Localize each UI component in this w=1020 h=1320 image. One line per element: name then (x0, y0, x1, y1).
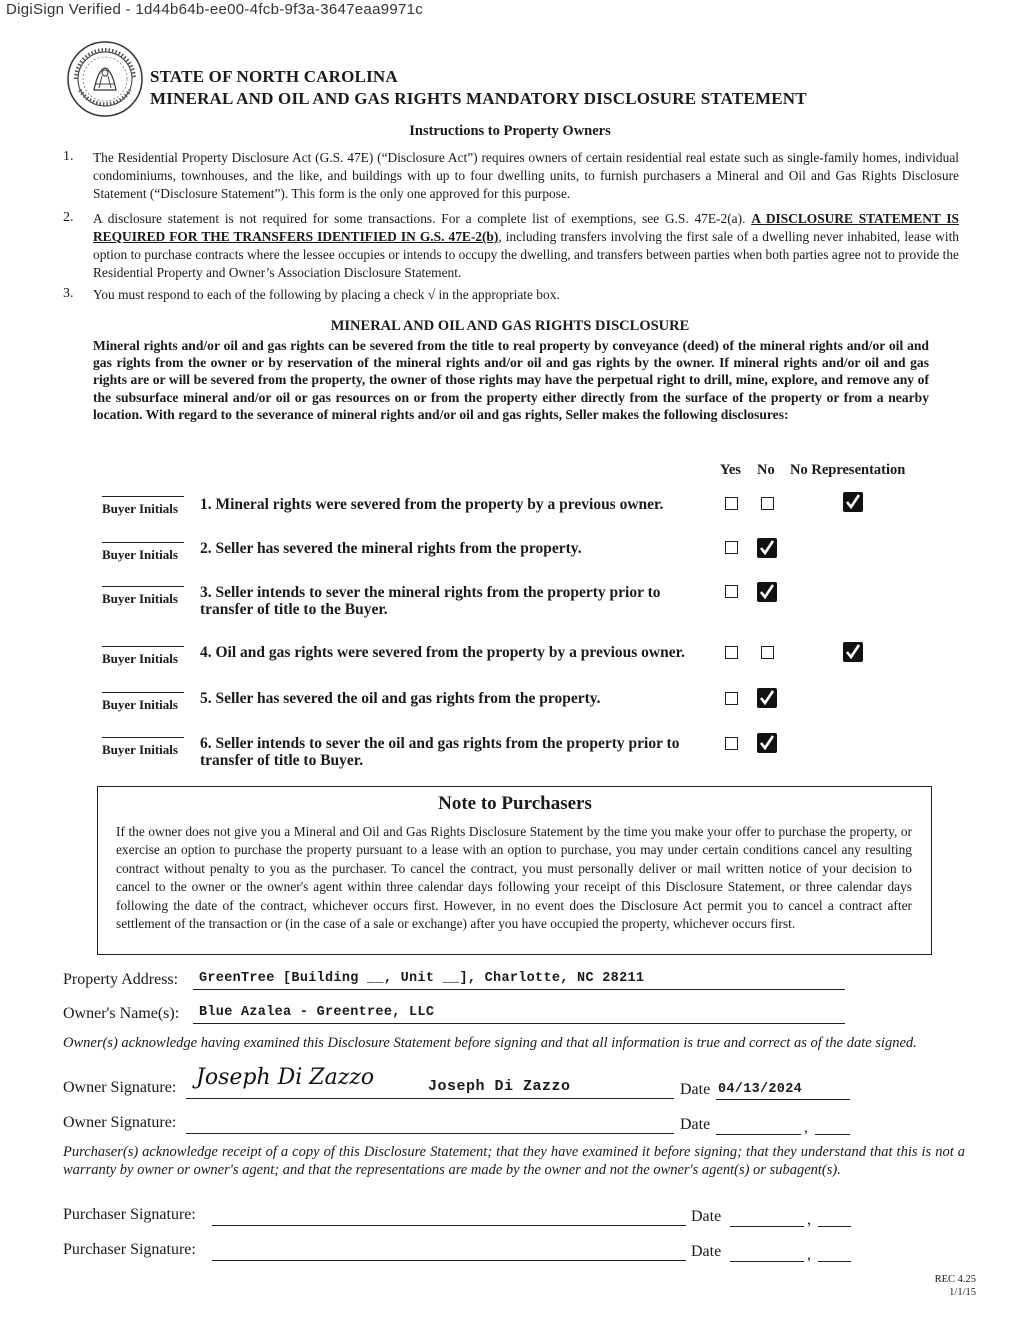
question-text: 4. Oil and gas rights were severed from the property by a previous owner. (200, 644, 685, 661)
date-comma: , (804, 1119, 808, 1136)
yes-checkbox[interactable] (725, 692, 738, 705)
disclosure-body: Mineral rights and/or oil and gas rights can be severed from the title to real property by conveyance (deed) of the mineral rights and/or oil and gas rights from the owner or by reservation of the mineral rights and/or oil and gas rights by the owner. If mineral rights and/or oil and gas rights are or will be severed from the property, the owner of those rights may have the perpetual right to drill, mine, explore, and remove any of the subsurface mineral and/or oil or gas resources on or from the property either directly from the surface of the property or from a nearby location. With regard to the severance of mineral rights and/or oil and gas rights, Seller makes the following disclosures: (93, 338, 929, 422)
question-text: 2. Seller has severed the mineral rights from the property. (200, 540, 582, 557)
date-label: Date (691, 1243, 722, 1260)
owner-year-2-field[interactable] (815, 1116, 850, 1135)
instruction-number: 3. (63, 286, 74, 301)
date-label: Date (691, 1208, 722, 1225)
question-text: 6. Seller intends to sever the oil and gas rights from the property prior to transfer of title to Buyer. (200, 735, 680, 769)
instructions-heading: Instructions to Property Owners (409, 123, 611, 139)
buyer-initials-label: Buyer Initials (102, 651, 178, 666)
instruction-text: , including transfers involving the first sale of a dwelling never inhabited, lease with option to purchase contracts where the lessee occupies or intends to occupy the dwelling, and transfers between parties when both parties agree not to provide the Residential Property and Owner’s Association Disclosure Statement. (93, 229, 959, 280)
note-title: Note to Purchasers (438, 793, 592, 814)
buyer-initials-label: Buyer Initials (102, 501, 178, 516)
column-header-yes: Yes (720, 462, 741, 478)
owner-date-field[interactable] (716, 1081, 850, 1100)
question-text: 5. Seller has severed the oil and gas rights from the property. (200, 690, 601, 707)
disclosure-heading: MINERAL AND OIL AND GAS RIGHTS DISCLOSURE (330, 318, 690, 334)
question-text: 1. Mineral rights were severed from the property by a previous owner. (200, 496, 664, 513)
purchaser-date-2-field[interactable] (730, 1243, 804, 1262)
owner-date-value: 04/13/2024 (718, 1082, 803, 1097)
no-checkbox-checked[interactable] (757, 582, 777, 602)
owners-name-label: Owner's Name(s): (63, 1005, 180, 1022)
date-label: Date (680, 1116, 711, 1133)
digisign-verification: DigiSign Verified - 1d44b64b-ee00-4fcb-9f3a-3647eaa9971c (6, 1, 424, 18)
instruction-emphasis: A DISCLOSURE STATEMENT IS REQUIRED FOR THE TRANSFERS IDENTIFIED IN G.S. 47E-2(b) (93, 211, 959, 244)
property-address-label: Property Address: (63, 971, 179, 988)
instruction-item (93, 210, 959, 282)
column-header-no-representation: No Representation (790, 462, 906, 478)
buyer-initials-line[interactable] (102, 646, 184, 647)
purchaser-signature-label: Purchaser Signature: (63, 1206, 196, 1223)
form-code-date: 1/1/15 (949, 1287, 976, 1298)
property-address-value: GreenTree [Building __, Unit __], Charlotte, NC 28211 (199, 971, 645, 986)
yes-checkbox[interactable] (725, 585, 738, 598)
form-code (935, 1273, 976, 1299)
yes-checkbox[interactable] (725, 646, 738, 659)
date-comma: , (807, 1211, 811, 1228)
owner-signature-2-field[interactable] (186, 1114, 674, 1134)
note-body: If the owner does not give you a Mineral and Oil and Gas Rights Disclosure Statement by the time you make your offer to purchase the property, or exercise an option to purchase the property pursuant to a lease with an option to purchase, you may under certain conditions cancel any resulting contract without penalty to you as the purchaser. To cancel the contract, you must personally deliver or mail written notice of your decision to cancel to the owner or the owner's agent within three calendar days following your receipt of this Disclosure Statement, or three calendar days following the date of the contract, whichever occurs first. However, in no event does the Disclosure Act permit you to cancel a contract after settlement of the transaction or (in the case of a sale or exchange) after you have occupied the property, whichever occurs first. (116, 824, 912, 932)
date-comma: , (807, 1246, 811, 1263)
buyer-initials-line[interactable] (102, 737, 184, 738)
purchaser-acknowledgement: Purchaser(s) acknowledge receipt of a copy of this Disclosure Statement; that they have examined it before signing; that they understand that this is not a warranty by owner or owner's agent; and that the representations are made by the owner and not the owner's agent(s) or subagent(s). (63, 1144, 965, 1178)
buyer-initials-line[interactable] (102, 542, 184, 543)
owner-acknowledgement: Owner(s) acknowledge having examined this Disclosure Statement before signing and that all information is true and correct as of the date signed. (63, 1035, 917, 1051)
purchaser-year-field[interactable] (818, 1208, 851, 1227)
no-checkbox[interactable] (761, 646, 774, 659)
instruction-number: 1. (63, 149, 74, 164)
owner-signature-label: Owner Signature: (63, 1079, 177, 1096)
state-title: STATE OF NORTH CAROLINA (150, 67, 398, 86)
form-code-number: REC 4.25 (934, 1274, 976, 1285)
purchaser-signature-field[interactable] (212, 1206, 686, 1226)
owner-signature-2-label: Owner Signature: (63, 1114, 177, 1131)
form-title: MINERAL AND OIL AND GAS RIGHTS MANDATORY DISCLOSURE STATEMENT (150, 89, 807, 108)
buyer-initials-line[interactable] (102, 496, 184, 497)
purchaser-year-2-field[interactable] (818, 1243, 851, 1262)
buyer-initials-label: Buyer Initials (102, 547, 178, 562)
buyer-initials-label: Buyer Initials (102, 697, 178, 712)
no-representation-checkbox-checked[interactable] (843, 642, 863, 662)
state-seal-logo (66, 40, 144, 118)
instruction-item: The Residential Property Disclosure Act (G.S. 47E) (“Disclosure Act”) requires owners of certain residential real estate such as single-family homes, individual condominiums, townhouses, and the like, and buildings with up to four dwelling units, to furnish purchasers a Mineral and Oil and Gas Rights Disclosure Statement (“Disclosure Statement”). This form is the only one approved for this purpose. (93, 150, 959, 201)
owner-signature-handwritten: Joseph Di Zazzo (196, 1065, 375, 1090)
owner-date-2-field[interactable] (716, 1116, 801, 1135)
property-address-field[interactable] (193, 971, 845, 990)
purchaser-signature-2-field[interactable] (212, 1241, 686, 1261)
buyer-initials-label: Buyer Initials (102, 742, 178, 757)
instruction-number: 2. (63, 210, 74, 225)
buyer-initials-label: Buyer Initials (102, 591, 178, 606)
no-checkbox-checked[interactable] (757, 688, 777, 708)
no-representation-checkbox-checked[interactable] (843, 492, 863, 512)
no-checkbox-checked[interactable] (757, 538, 777, 558)
yes-checkbox[interactable] (725, 737, 738, 750)
question-text: 3. Seller intends to sever the mineral rights from the property prior to transfer of title to the Buyer. (200, 584, 661, 618)
yes-checkbox[interactable] (725, 541, 738, 554)
buyer-initials-line[interactable] (102, 586, 184, 587)
date-label: Date (680, 1081, 711, 1098)
purchaser-date-field[interactable] (730, 1208, 804, 1227)
column-header-no: No (757, 462, 775, 478)
owner-signature-typed: Joseph Di Zazzo (428, 1078, 571, 1095)
instruction-text: A disclosure statement is not required for some transactions. For a complete list of exemptions, see G.S. 47E-2(a). (93, 211, 752, 226)
yes-checkbox[interactable] (725, 497, 738, 510)
owners-name-field[interactable] (193, 1005, 845, 1024)
instruction-item: You must respond to each of the following by placing a check √ in the appropriate box. (93, 287, 560, 302)
owners-name-value: Blue Azalea - Greentree, LLC (199, 1005, 435, 1020)
no-checkbox-checked[interactable] (757, 733, 777, 753)
purchaser-signature-2-label: Purchaser Signature: (63, 1241, 196, 1258)
no-checkbox[interactable] (761, 497, 774, 510)
buyer-initials-line[interactable] (102, 692, 184, 693)
